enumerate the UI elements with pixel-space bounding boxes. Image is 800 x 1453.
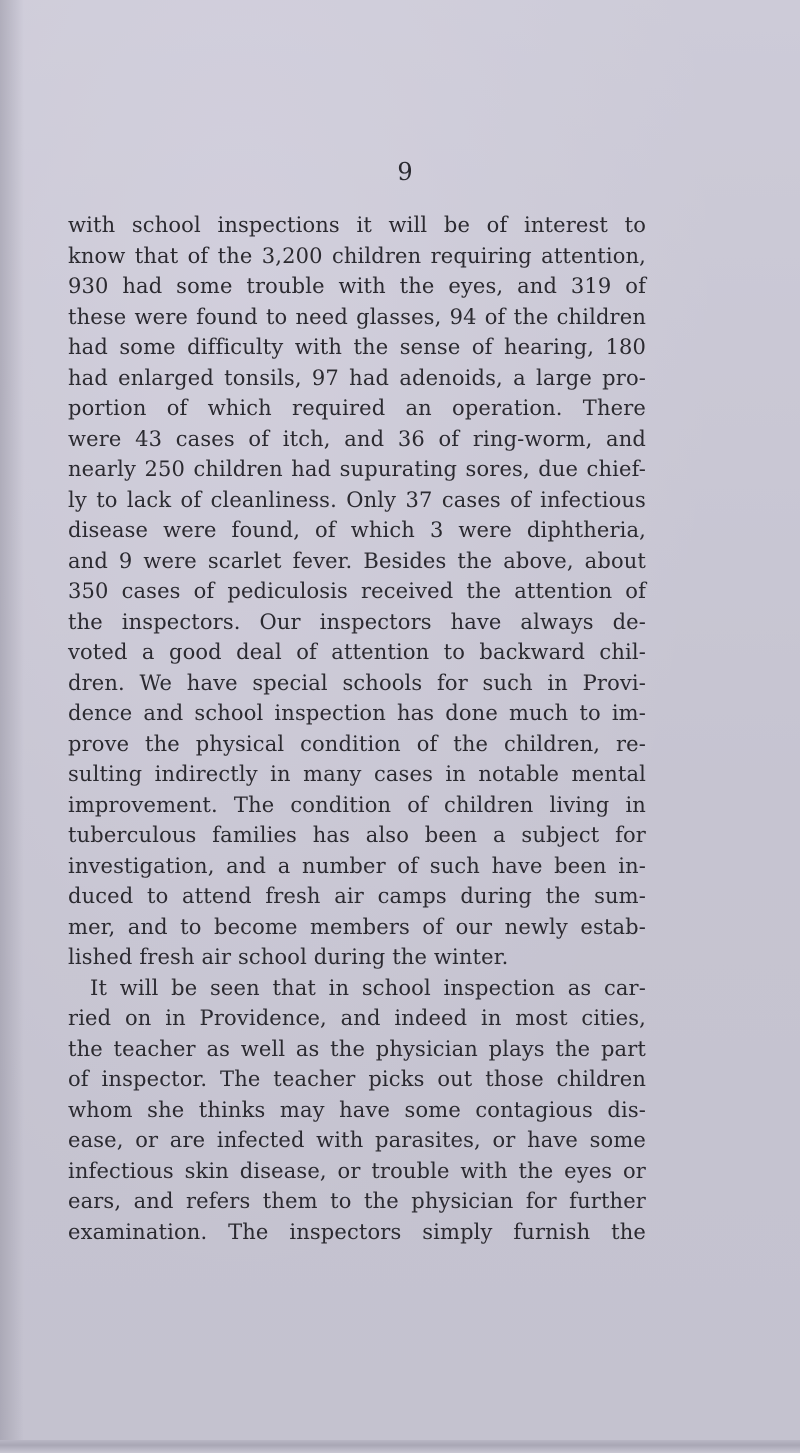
text-line: ried on in Providence, and indeed in most cities,	[68, 1006, 646, 1030]
page-bottom-edge	[0, 1440, 800, 1453]
text-line: mer, and to become members of our newly estab-	[68, 914, 646, 939]
text-line: ears, and refers them to the physician for further	[68, 1189, 646, 1213]
page-edge-shadow	[0, 0, 24, 1453]
text-line: these were found to need glasses, 94 of the children	[68, 304, 646, 329]
text-line: 930 had some trouble with the eyes, and 319 of	[68, 274, 646, 298]
text-line: duced to attend fresh air camps during the sum-	[68, 884, 646, 908]
text-line: whom she thinks may have some contagious dis-	[68, 1097, 646, 1122]
text-line: the teacher as well as the physician plays the part	[68, 1036, 646, 1061]
page-number: 9	[397, 158, 413, 186]
text-line: had some difficulty with the sense of hearing, 180	[68, 335, 646, 359]
text-line: sulting indirectly in many cases in notable mental	[68, 762, 646, 786]
text-line: know that of the 3,200 children requiring attention,	[68, 243, 646, 268]
text-line: portion of which required an operation. There	[68, 396, 646, 420]
body-text	[68, 210, 646, 1247]
text-line: had enlarged tonsils, 97 had adenoids, a large pro-	[68, 365, 646, 390]
text-line: tuberculous families has also been a subject for	[68, 823, 646, 847]
text-line: prove the physical condition of the children, re-	[68, 731, 646, 756]
text-line: dren. We have special schools for such in Provi-	[68, 670, 646, 695]
text-line: and 9 were scarlet fever. Besides the above, about	[68, 548, 646, 573]
text-line: lished fresh air school during the winter.	[68, 945, 509, 969]
text-line: nearly 250 children had supurating sores, due chief-	[68, 457, 646, 481]
text-line: dence and school inspection has done much to im-	[68, 701, 646, 725]
text-line: ly to lack of cleanliness. Only 37 cases of infectious	[68, 487, 646, 512]
text-line: with school inspections it will be of interest to	[68, 213, 646, 237]
text-line: were 43 cases of itch, and 36 of ring-worm, and	[68, 426, 646, 451]
text-line: examination. The inspectors simply furnish the	[68, 1219, 646, 1244]
text-line: of inspector. The teacher picks out those children	[68, 1067, 646, 1091]
text-line: 350 cases of pediculosis received the attention of	[68, 579, 646, 603]
text-line: the inspectors. Our inspectors have always de-	[68, 609, 646, 634]
text-line: infectious skin disease, or trouble with the eyes or	[68, 1158, 646, 1183]
text-line: improvement. The condition of children living in	[68, 792, 646, 817]
text-line: disease were found, of which 3 were diphtheria,	[68, 518, 646, 542]
text-line: voted a good deal of attention to backward chil-	[68, 640, 646, 664]
text-line: ease, or are infected with parasites, or have some	[68, 1128, 646, 1152]
text-line: It will be seen that in school inspection as car-	[90, 975, 646, 1000]
text-line: investigation, and a number of such have been in-	[68, 853, 646, 878]
